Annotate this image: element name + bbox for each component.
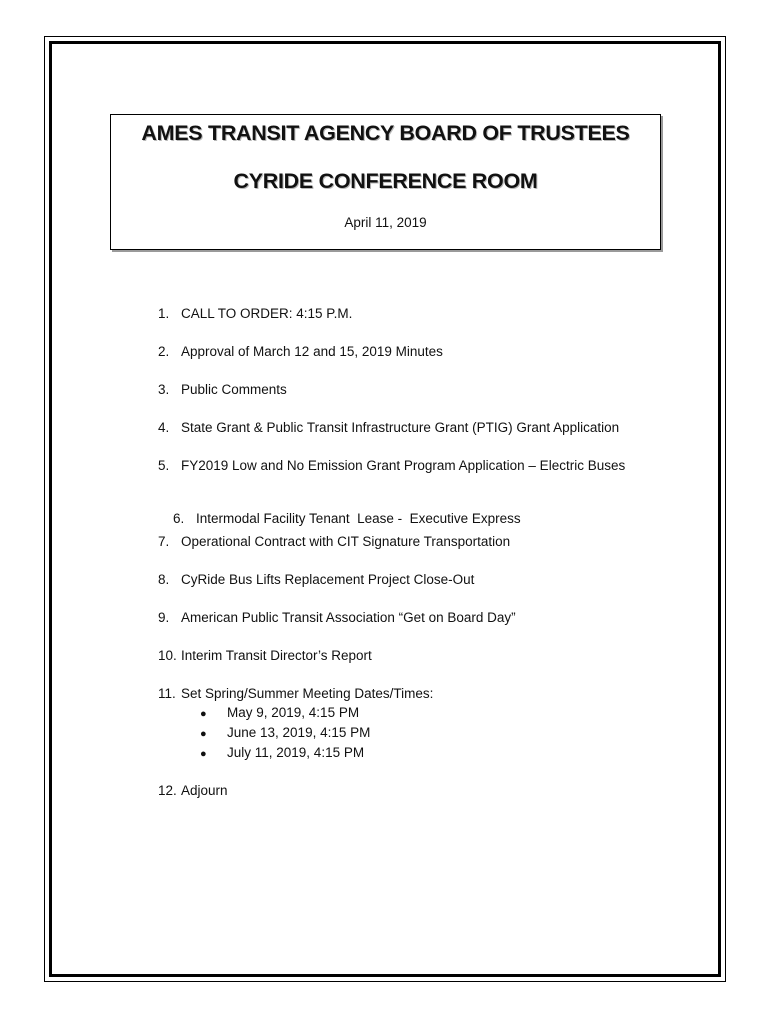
bullet-icon: ●	[200, 708, 207, 720]
agenda-item-number: 7.	[158, 534, 170, 549]
agenda-item	[158, 610, 516, 625]
agenda-item-number: 5.	[158, 458, 170, 473]
agenda-item-number: 1.	[158, 306, 170, 321]
agenda-item-number: 9.	[158, 610, 170, 625]
meeting-date: April 11, 2019	[344, 215, 427, 230]
agenda-item-number: 2.	[158, 344, 170, 359]
agenda-item	[158, 344, 443, 359]
agenda-item	[158, 306, 352, 321]
agenda-item-number: 6.	[173, 511, 185, 526]
agenda-item	[158, 458, 625, 473]
agenda-item-text: Public Comments	[181, 382, 287, 397]
agenda-item-number: 8.	[158, 572, 170, 587]
document-title: AMES TRANSIT AGENCY BOARD OF TRUSTEES	[141, 121, 630, 145]
agenda-item-text: CyRide Bus Lifts Replacement Project Close-Out	[181, 572, 475, 587]
agenda-item-text: Approval of March 12 and 15, 2019 Minutes	[181, 344, 443, 359]
meeting-date-text: July 11, 2019, 4:15 PM	[227, 745, 365, 760]
agenda-item-text: Intermodal Facility Tenant Lease - Executive Express	[196, 511, 521, 526]
agenda-item-number: 11.	[158, 686, 176, 701]
agenda-item-number: 4.	[158, 420, 170, 435]
agenda-item-text: FY2019 Low and No Emission Grant Program Application – Electric Buses	[181, 458, 626, 473]
meeting-date-bullet	[200, 745, 364, 760]
meeting-date-text: May 9, 2019, 4:15 PM	[227, 705, 360, 720]
agenda-item-text: CALL TO ORDER: 4:15 P.M.	[181, 306, 353, 321]
agenda-item-number: 10.	[158, 648, 177, 663]
agenda-item-number: 12.	[158, 783, 177, 798]
meeting-date-text: June 13, 2019, 4:15 PM	[227, 725, 371, 740]
agenda-item	[158, 686, 433, 701]
agenda-item	[158, 534, 510, 549]
bullet-icon: ●	[200, 748, 207, 760]
document-subtitle: CYRIDE CONFERENCE ROOM	[233, 169, 538, 193]
agenda-item	[158, 420, 619, 435]
agenda-item	[158, 572, 474, 587]
header-box	[110, 114, 661, 250]
agenda-item-text: Adjourn	[181, 783, 228, 798]
agenda-item-number: 3.	[158, 382, 170, 397]
agenda-item-text: Set Spring/Summer Meeting Dates/Times:	[181, 686, 434, 701]
meeting-date-bullet	[200, 705, 359, 720]
agenda-item-text: State Grant & Public Transit Infrastructure Grant (PTIG) Grant Application	[181, 420, 620, 435]
agenda-item	[158, 382, 287, 397]
bullet-icon: ●	[200, 728, 207, 740]
agenda-item	[158, 783, 228, 798]
agenda-item-text: Interim Transit Director’s Report	[181, 648, 372, 663]
agenda-item-text: Operational Contract with CIT Signature Transportation	[181, 534, 511, 549]
agenda-item-text: American Public Transit Association “Get on Board Day”	[181, 610, 516, 625]
agenda-item	[158, 648, 372, 663]
meeting-date-bullet	[200, 725, 370, 740]
